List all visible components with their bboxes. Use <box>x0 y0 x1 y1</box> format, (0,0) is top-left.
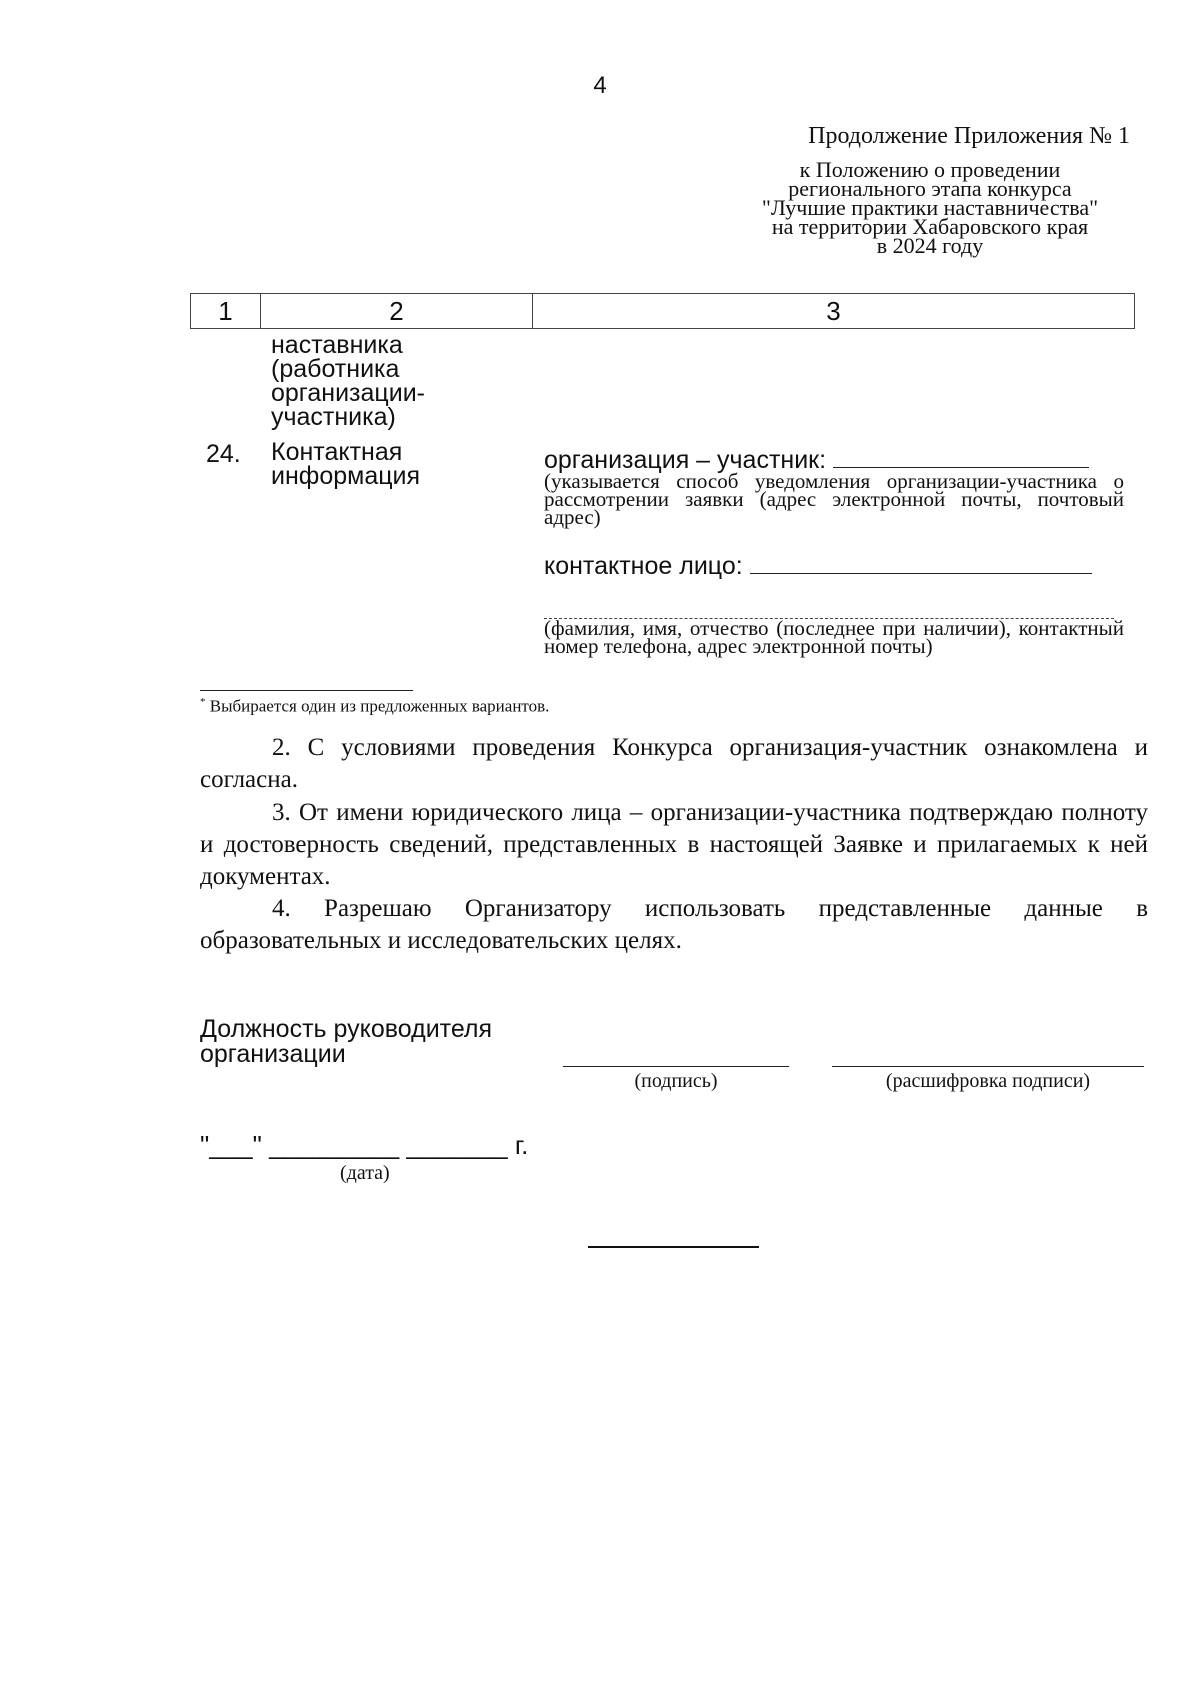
org-field-label: организация – участник: <box>544 446 827 474</box>
appendix-line: "Лучшие практики наставничества" <box>761 195 1099 220</box>
paragraph-3 <box>200 797 1148 893</box>
appendix-line: регионального этапа конкурса <box>788 176 1072 201</box>
continued-row-line: наставника <box>271 331 403 359</box>
contact-field <box>544 552 1124 581</box>
org-field-blank[interactable] <box>833 467 1089 468</box>
appendix-title: Продолжение Приложения № 1 <box>808 123 1130 149</box>
footnote <box>200 696 549 717</box>
paragraph-2 <box>200 732 1148 796</box>
row-label-line: информация <box>271 462 421 490</box>
date-caption: (дата) <box>340 1162 390 1184</box>
appendix-line: в 2024 году <box>876 233 984 258</box>
table-header-cell: 3 <box>826 296 841 326</box>
footnote-marker: * <box>200 696 206 708</box>
contact-field-label: контактное лицо: <box>544 552 743 580</box>
appendix-line: к Положению о проведении <box>799 157 1061 182</box>
contact-field-blank[interactable] <box>750 573 1092 574</box>
org-field-hint: (указывается способ уведомления организации-участника о рассмотрении заявки (адрес электронной почты, почтовый адрес) <box>544 469 1124 529</box>
page-number: 4 <box>593 72 607 99</box>
row-number: 24. <box>206 440 241 468</box>
contact-field-hint: (фамилия, имя, отчество (последнее при наличии), контактный номер телефона, адрес электронной почты) <box>544 616 1124 658</box>
signature-caption: (подпись) <box>634 1070 718 1092</box>
row-label-line: Контактная <box>271 438 403 466</box>
table-header-cell: 1 <box>191 294 261 328</box>
paragraph-3-text: 3. От имени юридического лица – организации-участника подтверждаю полноту и достоверность сведений, представленных в настоящей Заявке и прилагаемых к ней документах. <box>200 799 1148 890</box>
signature-decoding-caption: (расшифровка подписи) <box>885 1070 1091 1092</box>
continued-row-line: организации- <box>271 379 425 407</box>
row-label <box>271 440 420 488</box>
footnote-text: Выбирается один из предложенных вариантов. <box>209 696 550 716</box>
footnote-divider <box>200 690 413 691</box>
continued-row-line: участника) <box>271 403 396 431</box>
signature-decoding-blank[interactable] <box>832 1066 1144 1067</box>
date-field[interactable]: "___" _________ _______ г. <box>200 1130 529 1160</box>
paragraph-2-text: 2. С условиями проведения Конкурса организация-участник ознакомлена и согласна. <box>200 734 1148 793</box>
appendix-line: на территории Хабаровского края <box>771 214 1089 239</box>
continued-row-text <box>271 333 425 429</box>
signature-blank[interactable] <box>563 1066 789 1067</box>
continued-row-line: (работника <box>271 355 400 383</box>
table-header-cell: 2 <box>261 294 533 328</box>
appendix-header <box>730 122 1130 258</box>
table-header-row <box>190 293 1135 329</box>
position-label: Должность руководителя организации <box>200 1015 493 1068</box>
paragraph-4 <box>200 893 1148 957</box>
end-of-document-rule <box>588 1246 759 1248</box>
paragraph-4-text: 4. Разрешаю Организатору использовать представленные данные в образовательных и исследовательских целях. <box>200 895 1148 954</box>
